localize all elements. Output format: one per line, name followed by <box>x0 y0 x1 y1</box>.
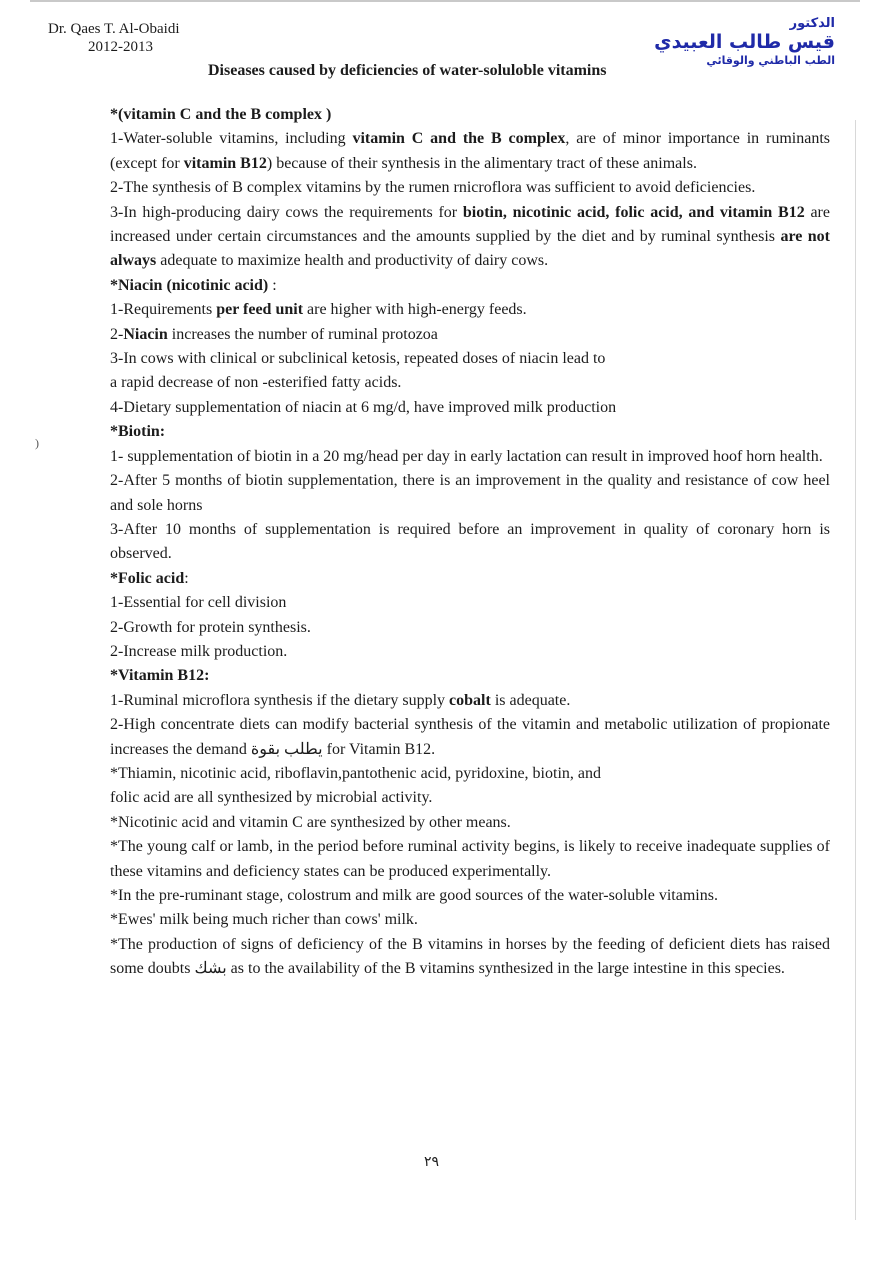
paragraph: 2-Niacin increases the number of ruminal protozoa <box>110 325 438 343</box>
bold-text: per feed unit <box>216 301 304 319</box>
paragraph: *Nicotinic acid and vitamin C are synthesized by other means. <box>110 813 511 831</box>
bold-text: *Folic acid <box>110 569 185 587</box>
author-name: Dr. Qaes T. Al-Obaidi <box>48 21 180 37</box>
right-border-line <box>855 120 856 1220</box>
bold-text: *Vitamin B12: <box>110 667 210 685</box>
section-heading-niacin: *Niacin (nicotinic acid) : <box>110 276 277 294</box>
paragraph: 2-Increase milk production. <box>110 642 288 660</box>
page-title: Diseases caused by deficiencies of water-soluloble vitamins <box>208 62 607 79</box>
paragraph: 3-After 10 months of supplementation is required before an improvement in quality of coronary horn is observed. <box>110 520 830 563</box>
paragraph: *The young calf or lamb, in the period before ruminal activity begins, is likely to receive inadequate supplies of these vitamins and deficiency states can be produced experimentally. <box>110 838 830 880</box>
bold-text: vitamin C and the B complex <box>352 130 566 148</box>
bold-text: *Biotin: <box>110 423 166 441</box>
paragraph: 3-In high-producing dairy cows the requirements for biotin, nicotinic acid, folic acid, and vitamin B12 are increased under certain circumstances and the amounts supplied by the diet and by ruminal synthesis are not always adequate to maximize health and productivity of dairy cows. <box>110 203 830 270</box>
paragraph: 1-Ruminal microflora synthesis if the dietary supply cobalt is adequate. <box>110 691 571 709</box>
paragraph: 1-Essential for cell division <box>110 594 287 612</box>
section-heading-folic-acid: *Folic acid: <box>110 569 189 587</box>
bold-text: *(vitamin C and the B complex ) <box>110 106 332 123</box>
paragraph: 1- supplementation of biotin in a 20 mg/head per day in early lactation can result in improved hoof horn health. <box>110 447 823 465</box>
bold-text: vitamin B12 <box>183 154 267 172</box>
bold-text: biotin, nicotinic acid, folic acid, and vitamin B12 <box>462 203 805 221</box>
paragraph: 2-High concentrate diets can modify bacterial synthesis of the vitamin and metabolic utilization of propionate increases the demand يطلب بقوة for Vitamin B12. <box>110 716 830 758</box>
paragraph: *Ewes' milk being much richer than cows' milk. <box>110 911 418 929</box>
paragraph: 2-The synthesis of B complex vitamins by the rumen rnicroflora was sufficient to avoid deficiencies. <box>110 179 756 197</box>
section-heading-biotin <box>110 420 830 444</box>
paragraph: 4-Dietary supplementation of niacin at 6 mg/d, have improved milk production <box>110 398 617 416</box>
paragraph: *The production of signs of deficiency of the B vitamins in horses by the feeding of deficient diets has raised some doubts بشك as to the availability of the B vitamins synthesized in the large intestine in this species. <box>110 935 830 978</box>
paragraph: 1-Water-soluble vitamins, including vitamin C and the B complex, are of minor importance in ruminants (except for vitamin B12) because of their synthesis in the alimentary tract of these animals. <box>110 130 831 172</box>
logo-specialty: الطب الباطني والوقائي <box>706 54 835 67</box>
bold-text: Niacin <box>123 325 168 343</box>
top-border-line <box>30 0 860 2</box>
author-block <box>48 20 180 56</box>
logo-title: الدكتور <box>789 16 835 31</box>
paragraph: *Thiamin, nicotinic acid, riboflavin,pantothenic acid, pyridoxine, biotin, and <box>110 764 601 782</box>
document-body <box>110 103 830 982</box>
bold-text: cobalt <box>449 691 491 709</box>
paragraph: 3-In cows with clinical or subclinical ketosis, repeated doses of niacin lead to <box>110 350 606 368</box>
paragraph: folic acid are all synthesized by microbial activity. <box>110 789 433 807</box>
paragraph: 1-Requirements per feed unit are higher with high-energy feeds. <box>110 301 527 319</box>
arabic-signature-logo <box>654 16 835 67</box>
section-heading-vitamin-b12 <box>110 664 830 688</box>
logo-name: قيس طالب العبيدي <box>654 31 835 53</box>
academic-year: 2012-2013 <box>88 39 153 55</box>
section-heading-vitamin-c-b-complex <box>110 103 830 127</box>
margin-mark: ) <box>35 436 39 450</box>
bold-text: are not always <box>110 228 830 270</box>
paragraph: a rapid decrease of non -esterified fatty acids. <box>110 374 402 392</box>
paragraph: *In the pre-ruminant stage, colostrum and milk are good sources of the water-soluble vitamins. <box>110 887 718 904</box>
page-number: ٢٩ <box>424 1154 440 1170</box>
paragraph: 2-After 5 months of biotin supplementation, there is an improvement in the quality and resistance of cow heel and sole horns <box>110 472 830 514</box>
bold-text: *Niacin (nicotinic acid) <box>110 276 269 294</box>
paragraph: 2-Growth for protein synthesis. <box>110 618 311 636</box>
